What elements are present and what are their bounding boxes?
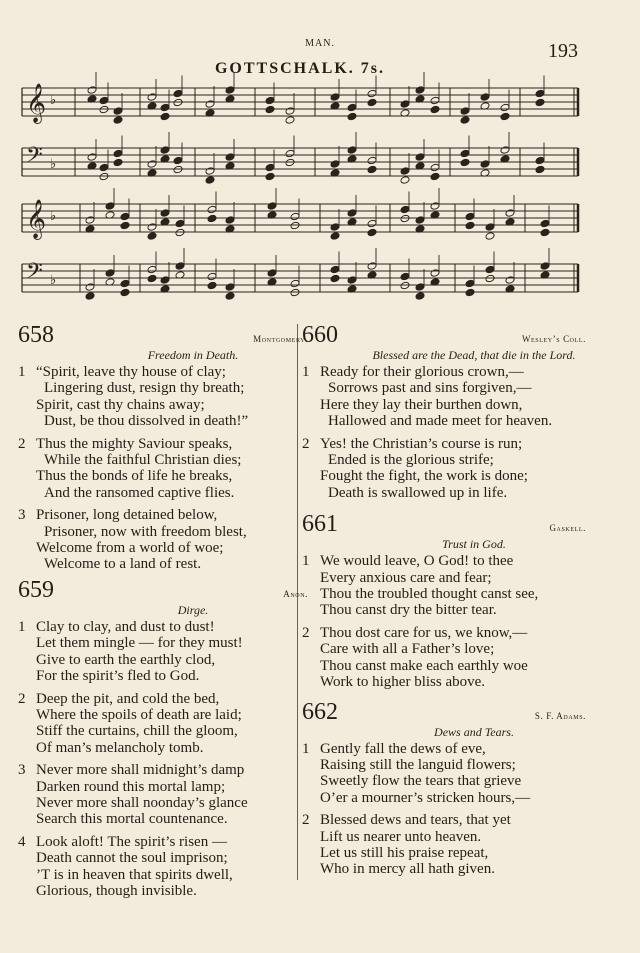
verse-line: O’er a mourner’s stricken hours,— — [320, 789, 531, 806]
note-head — [285, 107, 295, 116]
note-head — [225, 292, 235, 301]
note-head — [113, 158, 123, 167]
treble-clef-icon: 𝄞 — [26, 199, 47, 239]
note-head — [347, 209, 357, 218]
verse-line: Thou canst make each earthly woe — [320, 657, 528, 674]
hymn-number: 658 — [18, 322, 54, 348]
note-head — [285, 158, 295, 167]
flat-sign-icon: ♭ — [50, 208, 57, 223]
note-head — [87, 86, 97, 95]
hymn-title: Dirge. — [177, 602, 209, 617]
note-head — [347, 146, 357, 155]
verse-line: Give to earth the earthly clod, — [36, 651, 216, 668]
hymn-662 — [302, 699, 586, 878]
note-head — [147, 274, 157, 283]
verse-number: 2 — [18, 690, 26, 707]
hymn-661 — [302, 511, 586, 690]
note-head — [285, 149, 295, 158]
note-head — [460, 149, 470, 158]
note-head — [535, 89, 545, 98]
note-head — [415, 216, 425, 225]
note-head — [400, 272, 410, 281]
tune-title: GOTTSCHALK. 7s. — [214, 60, 386, 77]
verse-line: Lingering dust, resign thy breath; — [44, 380, 245, 397]
note-head — [367, 262, 377, 271]
note-head — [535, 165, 545, 174]
note-head — [367, 98, 377, 107]
note-head — [505, 276, 515, 285]
note-head — [160, 103, 170, 112]
note-head — [480, 93, 490, 102]
note-head — [400, 176, 410, 185]
hymn-659 — [18, 577, 308, 900]
verse-line: Care with all a Father’s love; — [320, 641, 495, 658]
note-head — [540, 262, 550, 271]
verse-line: Never more shall noonday’s glance — [36, 794, 248, 811]
section-header: MAN. — [305, 38, 335, 49]
note-head — [147, 93, 157, 102]
note-head — [120, 279, 130, 288]
hymn-heading — [302, 511, 586, 537]
note-head — [430, 172, 440, 181]
hymn-heading — [18, 577, 308, 603]
note-head — [330, 160, 340, 169]
verse-number: 1 — [18, 618, 26, 635]
verse-line: Let us still his praise repeat, — [320, 844, 489, 861]
bass-clef-icon: 𝄢 — [26, 259, 43, 289]
verse-line: Who in mercy all hath given. — [320, 861, 495, 878]
note-head — [430, 163, 440, 172]
flat-sign-icon: ♭ — [50, 156, 57, 171]
verse-line: Thus the mighty Saviour speaks, — [36, 435, 233, 452]
note-head — [430, 269, 440, 278]
note-head — [225, 283, 235, 292]
note-head — [113, 149, 123, 158]
verse-line: For the spirit’s fled to God. — [36, 668, 200, 685]
verse — [302, 436, 586, 502]
note-head — [500, 112, 510, 121]
note-head — [113, 107, 123, 116]
note-head — [173, 156, 183, 165]
note-head — [330, 93, 340, 102]
note-head — [265, 96, 275, 105]
note-head — [430, 96, 440, 105]
verse — [18, 364, 308, 430]
note-head — [175, 219, 185, 228]
verse-number: 3 — [18, 507, 26, 524]
note-head — [147, 232, 157, 241]
verse-line: Spirit, cast thy chains away; — [36, 396, 205, 413]
verse-line: Death cannot the soul imprison; — [36, 850, 228, 867]
note-head — [485, 232, 495, 241]
note-head — [367, 219, 377, 228]
verse-line: Let them mingle — for they must! — [36, 635, 243, 652]
verse-line: Prisoner, now with freedom blest, — [44, 523, 247, 540]
note-head — [347, 112, 357, 121]
bass-clef-icon: 𝄢 — [26, 143, 43, 173]
verse — [302, 553, 586, 619]
hymn-number: 661 — [302, 511, 338, 538]
note-head — [160, 112, 170, 121]
note-head — [540, 228, 550, 237]
verse-line: Lift us nearer unto heaven. — [320, 828, 482, 845]
verse-line: Look aloft! The spirit’s risen — — [36, 833, 227, 850]
verse — [302, 812, 586, 878]
note-head — [99, 96, 109, 105]
note-head — [120, 288, 130, 297]
note-head — [173, 89, 183, 98]
note-head — [175, 262, 185, 271]
note-head — [160, 209, 170, 218]
note-head — [460, 158, 470, 167]
note-head — [225, 153, 235, 162]
verse-line: Ready for their glorious crown,— — [320, 364, 524, 380]
verse-line: Darken round this mortal lamp; — [36, 778, 226, 795]
note-head — [480, 160, 490, 169]
treble-clef-icon: 𝄞 — [26, 83, 47, 123]
note-head — [290, 279, 300, 288]
verse-number: 2 — [302, 435, 310, 452]
note-head — [87, 153, 97, 162]
note-head — [175, 228, 185, 237]
note-head — [85, 292, 95, 301]
verse-line: Thou dost care for us, we know,— — [320, 624, 528, 641]
verse-number: 1 — [302, 364, 310, 380]
note-head — [330, 232, 340, 241]
hymn-title: Trust in God. — [442, 537, 506, 552]
note-head — [330, 274, 340, 283]
verse-line: Gently fall the dews of eve, — [320, 740, 486, 757]
hymn-author: Wesley’s Coll. — [521, 334, 586, 344]
note-head — [160, 276, 170, 285]
note-head — [485, 223, 495, 232]
verse-number: 1 — [18, 364, 26, 380]
verse-line: Sorrows past and sins forgiven,— — [328, 380, 532, 397]
note-head — [460, 116, 470, 125]
verse-line: Work to higher bliss above. — [320, 674, 486, 691]
note-head — [265, 163, 275, 172]
verse-line: Hallowed and made meet for heaven. — [328, 413, 553, 430]
verse-line: Stiff the curtains, chill the gloom, — [36, 723, 238, 740]
note-head — [173, 165, 183, 174]
verse-line: Blessed dews and tears, that yet — [320, 812, 511, 829]
note-head — [500, 146, 510, 155]
note-head — [400, 167, 410, 176]
note-head — [415, 283, 425, 292]
hymn-author: Montgomery. — [253, 334, 308, 344]
verse — [302, 625, 586, 691]
note-head — [290, 221, 300, 230]
note-head — [465, 288, 475, 297]
note-head — [485, 274, 495, 283]
hymn-heading — [302, 699, 586, 725]
verse-number: 1 — [302, 553, 310, 570]
verse-line: Never more shall midnight’s damp — [36, 762, 245, 779]
verse-number: 1 — [302, 740, 310, 757]
hymn-title: Dews and Tears. — [434, 724, 514, 739]
note-head — [207, 205, 217, 214]
hymn-title: Blessed are the Dead, that die in the Lord. — [372, 348, 576, 362]
note-head — [207, 272, 217, 281]
note-head — [400, 214, 410, 223]
verse-line: Welcome from a world of woe; — [36, 540, 224, 557]
note-head — [465, 279, 475, 288]
hymn-author: Anon. — [283, 588, 308, 599]
note-head — [535, 156, 545, 165]
note-head — [99, 105, 109, 114]
note-head — [290, 212, 300, 221]
verse — [18, 619, 308, 685]
verse-number: 3 — [18, 762, 26, 779]
note-head — [85, 216, 95, 225]
hymn-heading — [302, 322, 586, 348]
verse-line: Thus the bonds of life he breaks, — [36, 468, 233, 485]
hymn-number: 659 — [18, 576, 54, 603]
note-head — [415, 292, 425, 301]
verse-number: 2 — [302, 812, 310, 829]
verse-line: Clay to clay, and dust to dust! — [36, 618, 215, 635]
note-head — [430, 105, 440, 114]
note-head — [485, 265, 495, 274]
right-column — [302, 322, 586, 884]
note-head — [205, 176, 215, 185]
note-head — [465, 212, 475, 221]
note-head — [99, 172, 109, 181]
verse-line: Search this mortal countenance. — [36, 811, 228, 828]
note-head — [290, 288, 300, 297]
verse-line: Thou canst dry the bitter tear. — [320, 602, 497, 619]
note-head — [207, 214, 217, 223]
note-head — [330, 265, 340, 274]
hymn-title: Freedom in Death. — [147, 348, 239, 362]
verse-number: 2 — [302, 624, 310, 641]
note-head — [415, 86, 425, 95]
note-head — [147, 223, 157, 232]
note-head — [173, 98, 183, 107]
note-head — [120, 221, 130, 230]
note-head — [430, 202, 440, 211]
note-head — [147, 160, 157, 169]
note-head — [225, 216, 235, 225]
verse — [18, 691, 308, 757]
note-head — [330, 223, 340, 232]
note-head — [105, 202, 115, 211]
hymn-author: Gaskell. — [549, 523, 586, 534]
note-head — [400, 205, 410, 214]
verse-line: Sweetly flow the tears that grieve — [320, 773, 522, 790]
hymn-number: 662 — [302, 698, 338, 725]
note-head — [265, 172, 275, 181]
note-head — [400, 281, 410, 290]
verse-line: Ended is the glorious strife; — [328, 452, 494, 469]
note-head — [415, 153, 425, 162]
verse — [302, 741, 586, 807]
verse-line: Deep the pit, and cold the bed, — [36, 690, 220, 707]
verse-line: And the ransomed captive flies. — [44, 484, 235, 501]
hymn-660 — [302, 322, 586, 501]
verse-line: “Spirit, leave thy house of clay; — [36, 364, 226, 380]
note-head — [267, 269, 277, 278]
note-head — [460, 107, 470, 116]
note-head — [205, 167, 215, 176]
verse-line: Of man’s melancholy tomb. — [36, 739, 204, 756]
note-head — [535, 98, 545, 107]
note-head — [400, 100, 410, 109]
hymn-heading — [18, 322, 308, 348]
hymn-number: 660 — [302, 322, 338, 348]
note-head — [285, 116, 295, 125]
verse-line: Glorious, though invisible. — [36, 882, 197, 899]
note-head — [367, 89, 377, 98]
note-head — [160, 146, 170, 155]
verse — [18, 507, 308, 573]
note-head — [505, 209, 515, 218]
verse — [18, 834, 308, 900]
verse — [18, 762, 308, 828]
page-number: 193 — [548, 40, 578, 62]
verse-number: 4 — [18, 833, 26, 850]
note-head — [105, 269, 115, 278]
verse-line: Raising still the languid flowers; — [320, 756, 516, 773]
note-head — [347, 276, 357, 285]
hymn-author: S. F. Adams. — [534, 710, 586, 721]
verse — [18, 436, 308, 502]
note-head — [205, 100, 215, 109]
verse-line: Dust, be thou dissolved in death!” — [44, 413, 249, 430]
verse-line: ’T is in heaven that spirits dwell, — [36, 866, 233, 883]
note-head — [147, 265, 157, 274]
note-head — [99, 163, 109, 172]
note-head — [367, 156, 377, 165]
note-head — [367, 228, 377, 237]
flat-sign-icon: ♭ — [50, 92, 57, 107]
note-head — [113, 116, 123, 125]
verse-line: Yes! the Christian’s course is run; — [320, 435, 523, 452]
note-head — [267, 202, 277, 211]
verse-line: Welcome to a land of rest. — [44, 556, 202, 573]
verse-line: Every anxious care and fear; — [320, 569, 492, 586]
verse-line: While the faithful Christian dies; — [44, 452, 242, 469]
hymn-658 — [18, 322, 308, 573]
verse-line: Where the spoils of death are laid; — [36, 706, 242, 723]
note-head — [85, 283, 95, 292]
verse-line: Prisoner, long detained below, — [36, 507, 218, 524]
verse-line: Here they lay their burthen down, — [320, 396, 523, 413]
note-head — [500, 103, 510, 112]
music-score — [0, 0, 640, 320]
note-head — [367, 165, 377, 174]
note-head — [265, 105, 275, 114]
flat-sign-icon: ♭ — [50, 272, 57, 287]
note-head — [540, 219, 550, 228]
verse-number: 2 — [18, 435, 26, 452]
note-head — [347, 103, 357, 112]
note-head — [465, 221, 475, 230]
verse — [302, 364, 586, 430]
left-column — [18, 322, 308, 905]
verse-line: Thou the troubled thought canst see, — [320, 586, 539, 603]
note-head — [120, 212, 130, 221]
note-head — [207, 281, 217, 290]
verse-line: Fought the fight, the work is done; — [320, 468, 528, 485]
note-head — [225, 86, 235, 95]
verse-line: Death is swallowed up in life. — [328, 484, 508, 501]
verse-line: We would leave, O God! to thee — [320, 553, 514, 570]
